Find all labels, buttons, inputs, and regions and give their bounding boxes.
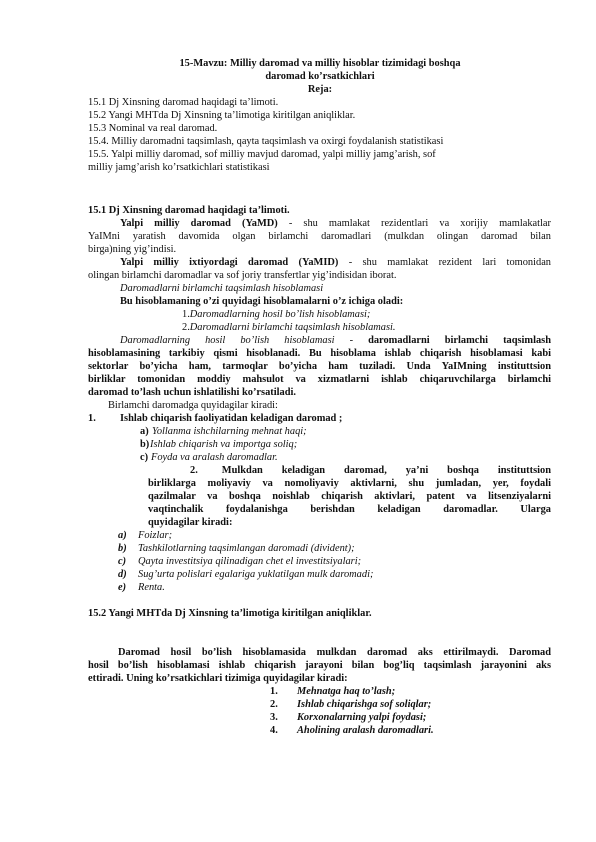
list-item-2-line: qazilmalar va boshqa noishlab chiqarish aktivlari, patent va litsenziyalarni <box>148 491 551 502</box>
list-number: 4. <box>270 725 278 736</box>
paragraph-income-line: hosil bo’lish hisoblamasi ishlab chiqarish jarayoni bilan bog’liq taqsimlash jarayonini aks <box>88 660 551 671</box>
sub-item-text: Foizlar; <box>138 530 173 541</box>
list-item-text: Korxonalarning yalpi foydasi; <box>297 712 427 723</box>
paragraph-income-line: ettiradi. Uning ko’rsatkichlari tizimiga quyidagilar kiradi: <box>88 673 348 684</box>
subaccount-item: 2.Daromadlarni birlamchi taqsimlash hisoblamasi. <box>182 322 396 333</box>
sub-item-text: Ishlab chiqarish va importga soliq; <box>150 439 298 450</box>
sub-item-text: Tashkilotlarning taqsimlangan daromadi (divident); <box>138 543 355 554</box>
paragraph-ymd-line: YaIMni yaratish davomida olgan birlamchi daromadlari (mulkdan olingan daromad bilan <box>88 231 551 242</box>
term-ymid: Yalpi milliy ixtiyordagi daromad (YaMID) <box>120 257 339 268</box>
title-line-1: 15-Mavzu: Milliy daromad va milliy hisoblar tizimidagi boshqa <box>179 58 461 69</box>
list-item-text: Ishlab chiqarish faoliyatidan keladigan daromad ; <box>120 413 343 424</box>
subaccount-item: 1.Daromadlarning hosil bo’lish hisoblamasi; <box>182 309 371 320</box>
paragraph-ymid-line: olingan birlamchi daromadlar va sof joriy transfertlar yig’indisidan iborat. <box>88 270 397 281</box>
paragraph-formation-line: sektorlar bo’yicha ham, tarmoqlar bo’yicha ham tuziladi. Unda YaIMning instituttsion <box>88 361 551 372</box>
sub-item-label: d) <box>118 569 127 580</box>
section-heading: 15.1 Dj Xinsning daromad haqidagi ta’limoti. <box>88 205 290 216</box>
list-number: 1. <box>88 413 96 424</box>
sub-item-text: Renta. <box>138 582 165 593</box>
plan-heading: Reja: <box>307 84 333 95</box>
term-ymd: Yalpi milliy daromad (YaMD) <box>120 218 278 229</box>
sub-item-label: b) <box>140 439 150 450</box>
paragraph-formation-line: birliklar tomonidan moddiy mahsulot va xizmatlarni ishlab chiqaruvchilarga birlamchi <box>88 374 551 385</box>
sub-item-text: Foyda va aralash daromadlar. <box>151 452 278 463</box>
subaccounts-intro: Bu hisoblamaning o’zi quyidagi hisoblamalarni o’z ichiga oladi: <box>120 296 404 307</box>
distribution-heading: Daromadlarni birlamchi taqsimlash hisoblamasi <box>120 283 324 294</box>
paragraph-text: - shu mamlakat rezident lari tomonidan <box>338 257 551 268</box>
paragraph-text: daromadlarni birlamchi taqsimlash <box>353 335 551 346</box>
sub-item-label: a) <box>140 426 149 437</box>
plan-item: 15.5. Yalpi milliy daromad, sof milliy mavjud daromad, yalpi milliy jamg’arish, sof <box>88 149 436 160</box>
sub-item-text: Yollanma ishchilarning mehnat haqi; <box>152 426 307 437</box>
list-number: 2. <box>190 465 198 476</box>
sub-item-label: a) <box>118 530 127 541</box>
sub-item-text: Qayta investitsiya qilinadigan chet el investitsiyalari; <box>138 556 362 567</box>
plan-item: 15.1 Dj Xinsning daromad haqidagi ta’limoti. <box>88 97 279 108</box>
sub-item-label: b) <box>118 543 127 554</box>
plan-item: 15.3 Nominal va real daromad. <box>88 123 218 134</box>
paragraph-formation-line <box>88 335 551 348</box>
sub-item-label: e) <box>118 582 127 593</box>
plan-item: 15.4. Milliy daromadni taqsimlash, qayta taqsimlash va oxirgi foydalanish statistikasi <box>88 136 444 147</box>
paragraph-ymid-line <box>88 257 551 270</box>
list-item-2-line: birliklarga moliyaviy va nomoliyaviy aktivlarni, shu jumladan, yer, foydali <box>148 478 551 489</box>
sub-item-label: c) <box>140 452 149 463</box>
paragraph-ymd-line: birga)ning yig’indisi. <box>88 244 177 255</box>
paragraph-formation-line: daromad to’lash uchun ishlatilishi ko’rsatiladi. <box>88 387 296 398</box>
list-item-text: Aholining aralash daromadlari. <box>297 725 434 736</box>
sub-item-text: Sug’urta polislari egalariga yuklatilgan mulk daromadi; <box>138 569 374 580</box>
primary-income-intro: Birlamchi daromadga quyidagilar kiradi: <box>108 400 278 411</box>
title-line-2: daromad ko’rsatkichlari <box>265 71 375 82</box>
paragraph-formation-line: hisoblamasining tarkibiy qismi hisoblanadi. Bu hisoblama ishlab chiqarish hisoblamasi kabi <box>88 348 551 359</box>
section-heading: 15.2 Yangi MHTda Dj Xinsning ta’limotiga kiritilgan aniqliklar. <box>88 608 372 619</box>
list-item-2-line <box>148 465 551 478</box>
list-number: 2. <box>270 699 278 710</box>
paragraph-ymd-line <box>88 218 551 231</box>
list-item-text: Mehnatga haq to’lash; <box>297 686 396 697</box>
list-item-text: Mulkdan keladigan daromad, ya’ni boshqa instituttsion <box>221 465 551 476</box>
list-item-2-line: vaqtinchalik foydalanishga berishdan keladigan daromadlar. Ularga <box>148 504 551 515</box>
sub-item-label: c) <box>118 556 127 567</box>
list-number: 1. <box>270 686 278 697</box>
paragraph-lead: Daromadlarning hosil bo’lish hisoblamasi - <box>120 335 354 346</box>
plan-item: milliy jamg’arish ko’rsatkichlari statistikasi <box>88 162 270 173</box>
list-number: 3. <box>270 712 278 723</box>
paragraph-text: - shu mamlakat rezidentlari va xorijiy mamlakatlar <box>277 218 551 229</box>
list-item-2-line: quyidagilar kiradi: <box>148 517 233 528</box>
paragraph-income-line: Daromad hosil bo’lish hisoblamasida mulkdan daromad aks ettirilmaydi. Daromad <box>118 647 551 658</box>
plan-item: 15.2 Yangi MHTda Dj Xinsning ta’limotiga kiritilgan aniqliklar. <box>88 110 356 121</box>
list-item-text: Ishlab chiqarishga sof soliqlar; <box>297 699 432 710</box>
